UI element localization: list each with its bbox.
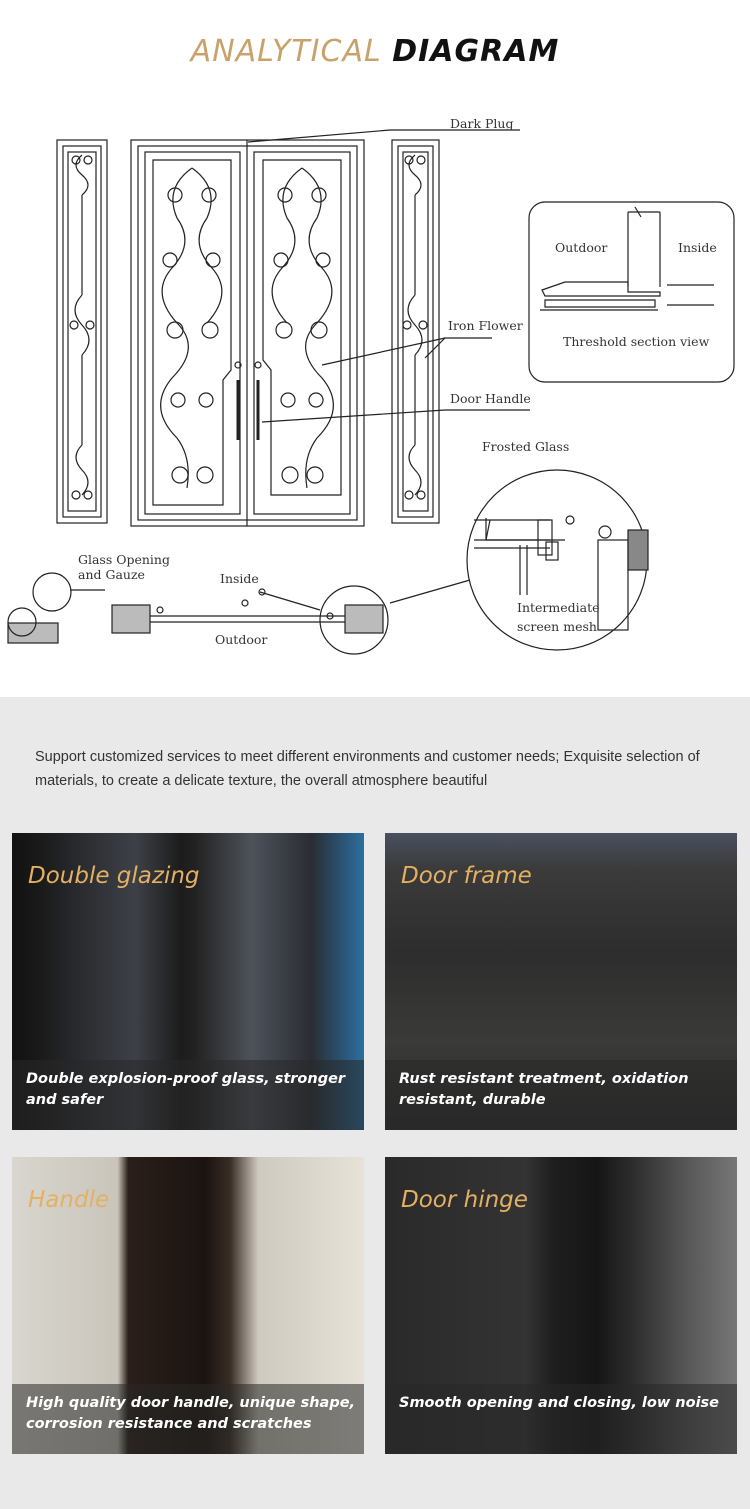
label-dark-plug: Dark Plug: [450, 116, 514, 131]
label-threshold-inside: Inside: [678, 240, 717, 255]
feature-card-handle: [12, 1157, 364, 1454]
feature-card-door-frame: [385, 833, 737, 1130]
page-title: [0, 34, 750, 69]
right-sidelight: [392, 140, 439, 523]
threshold-section: [529, 202, 734, 382]
card-caption-bar: [12, 1384, 364, 1454]
card-title: Double glazing: [28, 863, 200, 889]
title-part1: ANALYTICAL: [190, 34, 382, 69]
card-caption-bar: [12, 1060, 364, 1130]
card-title: Handle: [28, 1187, 110, 1213]
feature-card-double-glazing: [12, 833, 364, 1130]
label-screen-mesh: screen mesh: [517, 619, 597, 634]
label-plan-outdoor: Outdoor: [215, 632, 268, 647]
label-door-handle: Door Handle: [450, 391, 531, 406]
label-glass-opening-2: and Gauze: [78, 567, 145, 582]
card-caption: Smooth opening and closing, low noise: [399, 1395, 720, 1411]
card-caption: Rust resistant treatment, oxidation resistant, durable: [399, 1071, 689, 1108]
label-threshold-caption: Threshold section view: [563, 334, 710, 349]
label-intermediate: Intermediate: [517, 600, 600, 615]
label-frosted-glass: Frosted Glass: [482, 439, 570, 454]
label-plan-inside: Inside: [220, 571, 259, 586]
card-caption: High quality door handle, unique shape, corrosion resistance and scratches: [26, 1395, 356, 1432]
left-sidelight: [57, 140, 107, 523]
features-section: [0, 697, 750, 1509]
card-title: Door hinge: [401, 1187, 528, 1213]
label-iron-flower: Iron Flower: [448, 318, 523, 333]
analytical-diagram: [0, 100, 750, 660]
feature-card-door-hinge: [385, 1157, 737, 1454]
card-caption-bar: [385, 1060, 737, 1130]
title-part2: DIAGRAM: [392, 34, 560, 69]
double-door: [131, 140, 364, 526]
plan-view: [8, 573, 388, 654]
card-title: Door frame: [401, 863, 532, 889]
label-threshold-outdoor: Outdoor: [555, 240, 608, 255]
intro-text: Support customized services to meet different environments and customer needs; Exquisite selection of materials, to create a delicate texture, the overall atmosphere beautiful: [35, 749, 700, 789]
label-glass-opening-1: Glass Opening: [78, 552, 170, 567]
card-caption: Double explosion-proof glass, stronger and safer: [26, 1071, 346, 1108]
card-caption-bar: [385, 1384, 737, 1454]
